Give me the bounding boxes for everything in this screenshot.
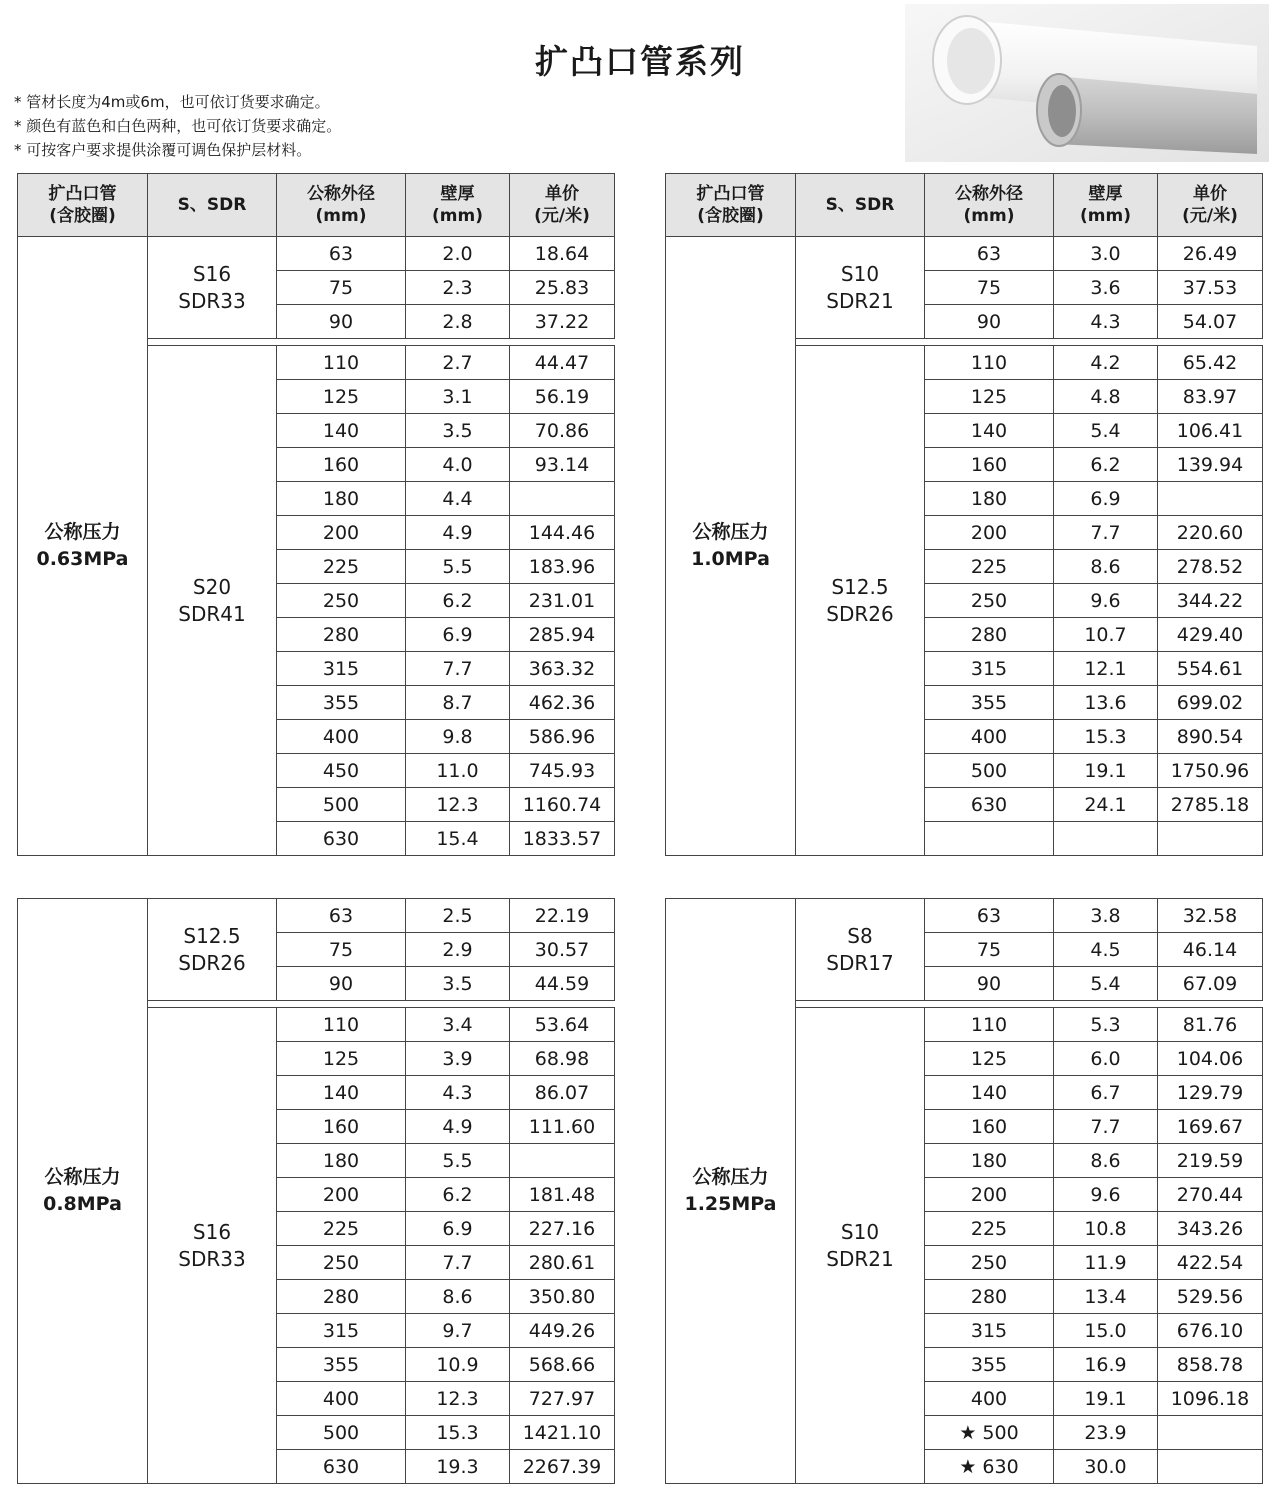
od-cell: 315	[925, 1314, 1054, 1348]
wall-cell: 2.3	[406, 271, 510, 305]
od-cell: 225	[277, 1212, 406, 1246]
price-cell	[510, 482, 615, 516]
price-cell: 568.66	[510, 1348, 615, 1382]
pressure-line1: 公称压力	[692, 1166, 769, 1188]
group-gap	[148, 1001, 615, 1008]
od-cell: 225	[925, 1212, 1054, 1246]
header-product-line1: 扩凸口管	[48, 184, 117, 204]
od-cell: ★ 500	[925, 1416, 1054, 1450]
page-title: 扩凸口管系列	[535, 42, 745, 81]
notes	[14, 90, 341, 162]
od-cell: 500	[277, 1416, 406, 1450]
price-cell: 93.14	[510, 448, 615, 482]
od-cell: 200	[277, 516, 406, 550]
pressure-line2: 1.25MPa	[684, 1193, 777, 1215]
od-cell: 450	[277, 754, 406, 788]
spec-table-1-25mpa	[665, 898, 1263, 1484]
header-product-line1: 扩凸口管	[696, 184, 765, 204]
od-cell: 250	[925, 1246, 1054, 1280]
wall-cell: 7.7	[406, 1246, 510, 1280]
wall-cell: 11.9	[1054, 1246, 1158, 1280]
header-wall-line2: (mm)	[432, 206, 483, 226]
pressure-line1: 公称压力	[44, 521, 121, 543]
pressure-cell	[666, 237, 796, 856]
price-cell: 22.19	[510, 899, 615, 933]
od-cell: 400	[277, 1382, 406, 1416]
price-cell: 65.42	[1158, 346, 1263, 380]
pressure-line2: 0.8MPa	[43, 1193, 122, 1215]
od-cell: 110	[277, 1008, 406, 1042]
od-cell: ★ 630	[925, 1450, 1054, 1484]
price-cell: 1750.96	[1158, 754, 1263, 788]
od-cell: 315	[925, 652, 1054, 686]
series-line2: SDR41	[178, 601, 246, 626]
od-cell: 630	[277, 1450, 406, 1484]
spec-table-1-0mpa	[665, 173, 1263, 856]
series-line2: SDR26	[826, 601, 894, 626]
od-cell: 140	[277, 414, 406, 448]
header-wall-line2: (mm)	[1080, 206, 1131, 226]
wall-cell: 12.3	[406, 788, 510, 822]
od-cell: 315	[277, 1314, 406, 1348]
od-cell: 355	[925, 1348, 1054, 1382]
price-cell: 529.56	[1158, 1280, 1263, 1314]
price-cell	[1158, 822, 1263, 856]
price-cell: 422.54	[1158, 1246, 1263, 1280]
wall-cell: 5.4	[1054, 414, 1158, 448]
price-cell: 32.58	[1158, 899, 1263, 933]
pressure-cell	[18, 237, 148, 856]
price-cell: 70.86	[510, 414, 615, 448]
wall-cell: 3.8	[1054, 899, 1158, 933]
pressure-line1: 公称压力	[44, 1166, 121, 1188]
wall-cell: 8.6	[1054, 550, 1158, 584]
price-cell: 44.47	[510, 346, 615, 380]
series-line1: S10	[840, 1219, 880, 1244]
od-cell: 160	[925, 1110, 1054, 1144]
od-cell: 63	[925, 899, 1054, 933]
od-cell: 355	[925, 686, 1054, 720]
price-cell: 586.96	[510, 720, 615, 754]
wall-cell: 3.9	[406, 1042, 510, 1076]
price-cell: 278.52	[1158, 550, 1263, 584]
pressure-cell	[666, 899, 796, 1484]
series-line1: S20	[192, 574, 232, 599]
price-cell: 54.07	[1158, 305, 1263, 339]
wall-cell: 5.5	[406, 550, 510, 584]
header-price-line2: (元/米)	[534, 206, 590, 226]
od-cell: 140	[925, 414, 1054, 448]
od-cell: 280	[925, 1280, 1054, 1314]
od-cell: 200	[925, 1178, 1054, 1212]
wall-cell: 6.2	[406, 584, 510, 618]
od-cell: 355	[277, 1348, 406, 1382]
od-cell: 500	[277, 788, 406, 822]
wall-cell: 9.8	[406, 720, 510, 754]
wall-cell: 3.1	[406, 380, 510, 414]
wall-cell: 4.9	[406, 1110, 510, 1144]
od-cell: 400	[925, 720, 1054, 754]
price-cell: 1096.18	[1158, 1382, 1263, 1416]
series-cell	[796, 899, 925, 1001]
wall-cell: 2.7	[406, 346, 510, 380]
price-cell: 86.07	[510, 1076, 615, 1110]
wall-cell: 8.6	[406, 1280, 510, 1314]
series-line1: S10	[840, 261, 880, 286]
wall-cell: 13.6	[1054, 686, 1158, 720]
price-cell: 26.49	[1158, 237, 1263, 271]
od-cell: 75	[277, 271, 406, 305]
wall-cell: 6.2	[406, 1178, 510, 1212]
header-product	[18, 174, 148, 237]
header-od-line2: (mm)	[315, 206, 367, 226]
od-cell: 630	[277, 822, 406, 856]
header-wall	[406, 174, 510, 237]
series-cell	[148, 1008, 277, 1484]
od-cell: 125	[277, 380, 406, 414]
series-line2: SDR26	[178, 950, 246, 975]
wall-cell: 24.1	[1054, 788, 1158, 822]
group-gap	[148, 339, 615, 346]
price-cell: 429.40	[1158, 618, 1263, 652]
table-row	[666, 899, 1263, 933]
od-cell: 200	[925, 516, 1054, 550]
od-cell	[925, 822, 1054, 856]
wall-cell: 6.9	[1054, 482, 1158, 516]
spec-table-0-8mpa	[17, 898, 615, 1484]
wall-cell: 4.4	[406, 482, 510, 516]
od-cell: 125	[925, 1042, 1054, 1076]
od-cell: 180	[925, 482, 1054, 516]
series-cell	[148, 899, 277, 1001]
note-length: * 管材长度为4m或6m，也可依订货要求确定。	[14, 93, 330, 111]
od-cell: 630	[925, 788, 1054, 822]
header-wall	[1054, 174, 1158, 237]
header-product-line2: (含胶圈)	[49, 206, 116, 226]
wall-cell: 5.4	[1054, 967, 1158, 1001]
price-cell: 219.59	[1158, 1144, 1263, 1178]
price-cell: 25.83	[510, 271, 615, 305]
header-od-line1: 公称外径	[955, 184, 1023, 204]
header-price-line1: 单价	[545, 184, 579, 204]
price-cell: 56.19	[510, 380, 615, 414]
price-cell: 280.61	[510, 1246, 615, 1280]
od-cell: 140	[925, 1076, 1054, 1110]
od-cell: 160	[925, 448, 1054, 482]
pressure-cell	[18, 899, 148, 1484]
wall-cell: 4.8	[1054, 380, 1158, 414]
od-cell: 63	[277, 899, 406, 933]
price-cell: 1421.10	[510, 1416, 615, 1450]
wall-cell: 9.6	[1054, 1178, 1158, 1212]
wall-cell: 7.7	[1054, 1110, 1158, 1144]
price-cell: 699.02	[1158, 686, 1263, 720]
note-coating: * 可按客户要求提供涂覆可调色保护层材料。	[14, 141, 312, 159]
price-cell: 554.61	[1158, 652, 1263, 686]
header-price	[510, 174, 615, 237]
od-cell: 250	[277, 584, 406, 618]
series-line2: SDR21	[826, 288, 894, 313]
wall-cell: 15.4	[406, 822, 510, 856]
od-cell: 75	[925, 933, 1054, 967]
price-cell: 30.57	[510, 933, 615, 967]
od-cell: 500	[925, 754, 1054, 788]
wall-cell: 3.5	[406, 967, 510, 1001]
wall-cell: 3.4	[406, 1008, 510, 1042]
price-cell: 1833.57	[510, 822, 615, 856]
od-cell: 225	[277, 550, 406, 584]
wall-cell: 5.5	[406, 1144, 510, 1178]
wall-cell: 15.0	[1054, 1314, 1158, 1348]
price-cell: 37.53	[1158, 271, 1263, 305]
od-cell: 280	[277, 1280, 406, 1314]
wall-cell: 15.3	[1054, 720, 1158, 754]
wall-cell: 4.0	[406, 448, 510, 482]
price-cell: 106.41	[1158, 414, 1263, 448]
od-cell: 280	[277, 618, 406, 652]
series-line2: SDR21	[826, 1246, 894, 1271]
od-cell: 160	[277, 448, 406, 482]
header-row	[666, 174, 1263, 237]
wall-cell: 6.7	[1054, 1076, 1158, 1110]
header-wall-line1: 壁厚	[1088, 184, 1123, 204]
wall-cell: 9.7	[406, 1314, 510, 1348]
price-cell: 2785.18	[1158, 788, 1263, 822]
price-cell: 129.79	[1158, 1076, 1263, 1110]
od-cell: 180	[277, 482, 406, 516]
price-cell: 285.94	[510, 618, 615, 652]
header-row	[18, 174, 615, 237]
series-cell	[796, 346, 925, 856]
wall-cell: 3.5	[406, 414, 510, 448]
price-cell: 2267.39	[510, 1450, 615, 1484]
series-line1: S16	[192, 1219, 232, 1244]
price-cell: 144.46	[510, 516, 615, 550]
wall-cell: 4.9	[406, 516, 510, 550]
price-cell: 68.98	[510, 1042, 615, 1076]
wall-cell: 2.0	[406, 237, 510, 271]
od-cell: 355	[277, 686, 406, 720]
price-cell: 53.64	[510, 1008, 615, 1042]
wall-cell: 2.8	[406, 305, 510, 339]
wall-cell: 7.7	[406, 652, 510, 686]
wall-cell: 4.3	[1054, 305, 1158, 339]
wall-cell: 6.0	[1054, 1042, 1158, 1076]
price-cell: 231.01	[510, 584, 615, 618]
series-cell	[148, 237, 277, 339]
group-gap	[796, 339, 1263, 346]
wall-cell: 3.0	[1054, 237, 1158, 271]
wall-cell: 12.1	[1054, 652, 1158, 686]
series-line2: SDR17	[826, 950, 894, 975]
wall-cell: 2.9	[406, 933, 510, 967]
wall-cell: 19.1	[1054, 754, 1158, 788]
od-cell: 400	[277, 720, 406, 754]
price-cell: 44.59	[510, 967, 615, 1001]
price-cell: 181.48	[510, 1178, 615, 1212]
od-cell: 125	[277, 1042, 406, 1076]
price-cell	[1158, 1450, 1263, 1484]
series-cell	[796, 237, 925, 339]
price-cell: 67.09	[1158, 967, 1263, 1001]
od-cell: 90	[277, 967, 406, 1001]
header-sdr: S、SDR	[148, 174, 277, 237]
wall-cell: 10.7	[1054, 618, 1158, 652]
header-product-line2: (含胶圈)	[697, 206, 764, 226]
wall-cell: 4.2	[1054, 346, 1158, 380]
table-row	[666, 237, 1263, 271]
spec-table-0-63mpa	[17, 173, 615, 856]
wall-cell	[1054, 822, 1158, 856]
series-line2: SDR33	[178, 288, 246, 313]
wall-cell: 16.9	[1054, 1348, 1158, 1382]
wall-cell: 30.0	[1054, 1450, 1158, 1484]
wall-cell: 19.3	[406, 1450, 510, 1484]
od-cell: 250	[925, 584, 1054, 618]
wall-cell: 15.3	[406, 1416, 510, 1450]
wall-cell: 10.8	[1054, 1212, 1158, 1246]
price-cell: 37.22	[510, 305, 615, 339]
header-sdr: S、SDR	[796, 174, 925, 237]
price-cell: 83.97	[1158, 380, 1263, 414]
header-price-line2: (元/米)	[1182, 206, 1238, 226]
od-cell: 75	[925, 271, 1054, 305]
wall-cell: 19.1	[1054, 1382, 1158, 1416]
pressure-line1: 公称压力	[692, 521, 769, 543]
od-cell: 160	[277, 1110, 406, 1144]
od-cell: 63	[277, 237, 406, 271]
od-cell: 225	[925, 550, 1054, 584]
series-line2: SDR33	[178, 1246, 246, 1271]
table-row	[18, 237, 615, 271]
od-cell: 110	[925, 1008, 1054, 1042]
od-cell: 200	[277, 1178, 406, 1212]
price-cell: 1160.74	[510, 788, 615, 822]
wall-cell: 3.6	[1054, 271, 1158, 305]
series-line1: S16	[192, 261, 232, 286]
od-cell: 90	[925, 967, 1054, 1001]
od-cell: 63	[925, 237, 1054, 271]
price-cell: 890.54	[1158, 720, 1263, 754]
header-od-line1: 公称外径	[307, 184, 375, 204]
price-cell: 270.44	[1158, 1178, 1263, 1212]
price-cell	[1158, 482, 1263, 516]
price-cell: 139.94	[1158, 448, 1263, 482]
wall-cell: 8.7	[406, 686, 510, 720]
series-line1: S12.5	[831, 574, 889, 599]
od-cell: 315	[277, 652, 406, 686]
od-cell: 180	[277, 1144, 406, 1178]
price-cell: 81.76	[1158, 1008, 1263, 1042]
wall-cell: 4.3	[406, 1076, 510, 1110]
group-gap	[796, 1001, 1263, 1008]
header-od	[925, 174, 1054, 237]
price-cell: 858.78	[1158, 1348, 1263, 1382]
price-cell: 46.14	[1158, 933, 1263, 967]
od-cell: 400	[925, 1382, 1054, 1416]
series-line1: S8	[847, 923, 873, 948]
wall-cell: 11.0	[406, 754, 510, 788]
od-cell: 90	[925, 305, 1054, 339]
wall-cell: 10.9	[406, 1348, 510, 1382]
od-cell: 110	[277, 346, 406, 380]
header-od	[277, 174, 406, 237]
wall-cell: 5.3	[1054, 1008, 1158, 1042]
pipe-product-image	[905, 4, 1269, 162]
price-cell: 111.60	[510, 1110, 615, 1144]
price-cell: 220.60	[1158, 516, 1263, 550]
wall-cell: 7.7	[1054, 516, 1158, 550]
price-cell: 363.32	[510, 652, 615, 686]
series-line1: S12.5	[183, 923, 241, 948]
od-cell: 125	[925, 380, 1054, 414]
od-cell: 75	[277, 933, 406, 967]
price-cell: 745.93	[510, 754, 615, 788]
price-cell: 18.64	[510, 237, 615, 271]
od-cell: 250	[277, 1246, 406, 1280]
header-price	[1158, 174, 1263, 237]
series-cell	[796, 1008, 925, 1484]
od-cell: 180	[925, 1144, 1054, 1178]
price-cell: 344.22	[1158, 584, 1263, 618]
wall-cell: 12.3	[406, 1382, 510, 1416]
wall-cell: 6.2	[1054, 448, 1158, 482]
price-cell: 104.06	[1158, 1042, 1263, 1076]
wall-cell: 6.9	[406, 618, 510, 652]
od-cell: 110	[925, 346, 1054, 380]
table-row	[18, 899, 615, 933]
header-od-line2: (mm)	[963, 206, 1015, 226]
note-color: * 颜色有蓝色和白色两种，也可依订货要求确定。	[14, 117, 342, 135]
price-cell: 183.96	[510, 550, 615, 584]
wall-cell: 8.6	[1054, 1144, 1158, 1178]
series-cell	[148, 346, 277, 856]
wall-cell: 13.4	[1054, 1280, 1158, 1314]
price-cell	[1158, 1416, 1263, 1450]
wall-cell: 9.6	[1054, 584, 1158, 618]
pressure-line2: 0.63MPa	[36, 548, 129, 570]
header-price-line1: 单价	[1193, 184, 1227, 204]
od-cell: 140	[277, 1076, 406, 1110]
price-cell: 227.16	[510, 1212, 615, 1246]
od-cell: 280	[925, 618, 1054, 652]
price-cell: 462.36	[510, 686, 615, 720]
wall-cell: 6.9	[406, 1212, 510, 1246]
pressure-line2: 1.0MPa	[691, 548, 770, 570]
wall-cell: 4.5	[1054, 933, 1158, 967]
price-cell	[510, 1144, 615, 1178]
price-cell: 343.26	[1158, 1212, 1263, 1246]
price-cell: 350.80	[510, 1280, 615, 1314]
price-cell: 676.10	[1158, 1314, 1263, 1348]
header-wall-line1: 壁厚	[440, 184, 475, 204]
price-cell: 727.97	[510, 1382, 615, 1416]
header-product	[666, 174, 796, 237]
wall-cell: 2.5	[406, 899, 510, 933]
price-cell: 169.67	[1158, 1110, 1263, 1144]
od-cell: 90	[277, 305, 406, 339]
price-cell: 449.26	[510, 1314, 615, 1348]
wall-cell: 23.9	[1054, 1416, 1158, 1450]
